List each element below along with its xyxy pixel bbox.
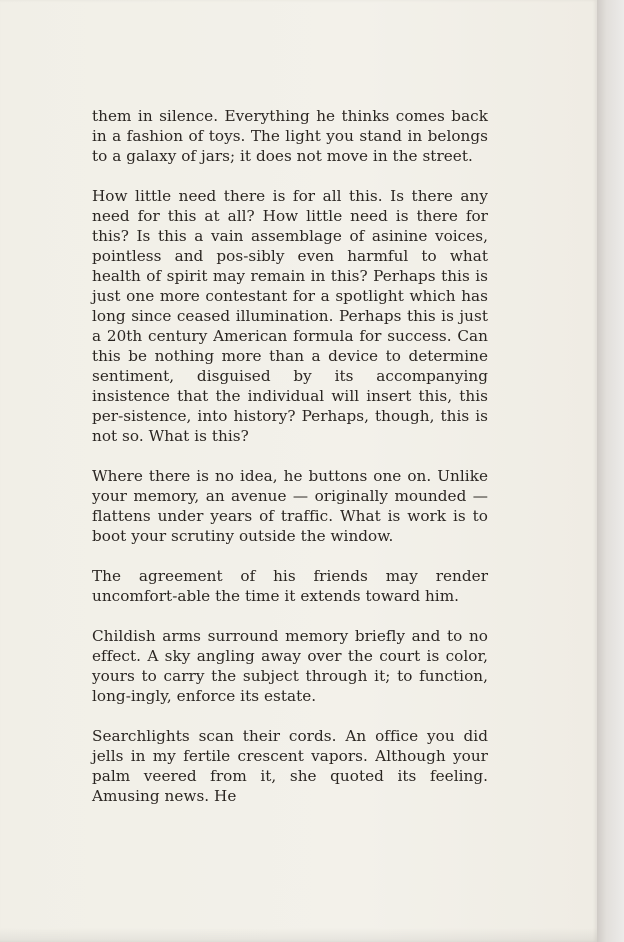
- body-text: [92, 106, 488, 806]
- paragraph-4: The agreement of his friends may render uncomfort-able the time it extends toward him.: [92, 567, 488, 605]
- page-edge-background: [597, 0, 624, 942]
- paragraph-3: Where there is no idea, he buttons one on. Unlike your memory, an avenue — originally mounded — flattens under years of traffic. What is work is to boot your scrutiny outside the window.: [92, 467, 488, 545]
- paragraph-6: Searchlights scan their cords. An office you did jells in my fertile crescent vapors. Although your palm veered from it, she quoted its feeling. Amusing news. He: [92, 727, 488, 805]
- page-bottom-shadow: [0, 928, 597, 942]
- paragraph-2: How little need there is for all this. Is there any need for this at all? How little need is there for this? Is this a vain assemblage of asinine voices, pointless and pos-sibly even harmful to what health of spirit may remain in this? Perhaps this is just one more contestant for a spotlight which has long since ceased illumination. Perhaps this is just a 20th century American formula for success. Can this be nothing more than a device to determine sentiment, disguised by its accompanying insistence that the individual will insert this, this per-sistence, into history? Perhaps, though, this is not so. What is this?: [92, 187, 488, 445]
- paragraph-5: Childish arms surround memory briefly and to no effect. A sky angling away over the court is color, yours to carry the subject through it; to function, long-ingly, enforce its estate.: [92, 627, 488, 705]
- paragraph-1: them in silence. Everything he thinks comes back in a fashion of toys. The light you stand in belongs to a galaxy of jars; it does not move in the street.: [92, 107, 488, 165]
